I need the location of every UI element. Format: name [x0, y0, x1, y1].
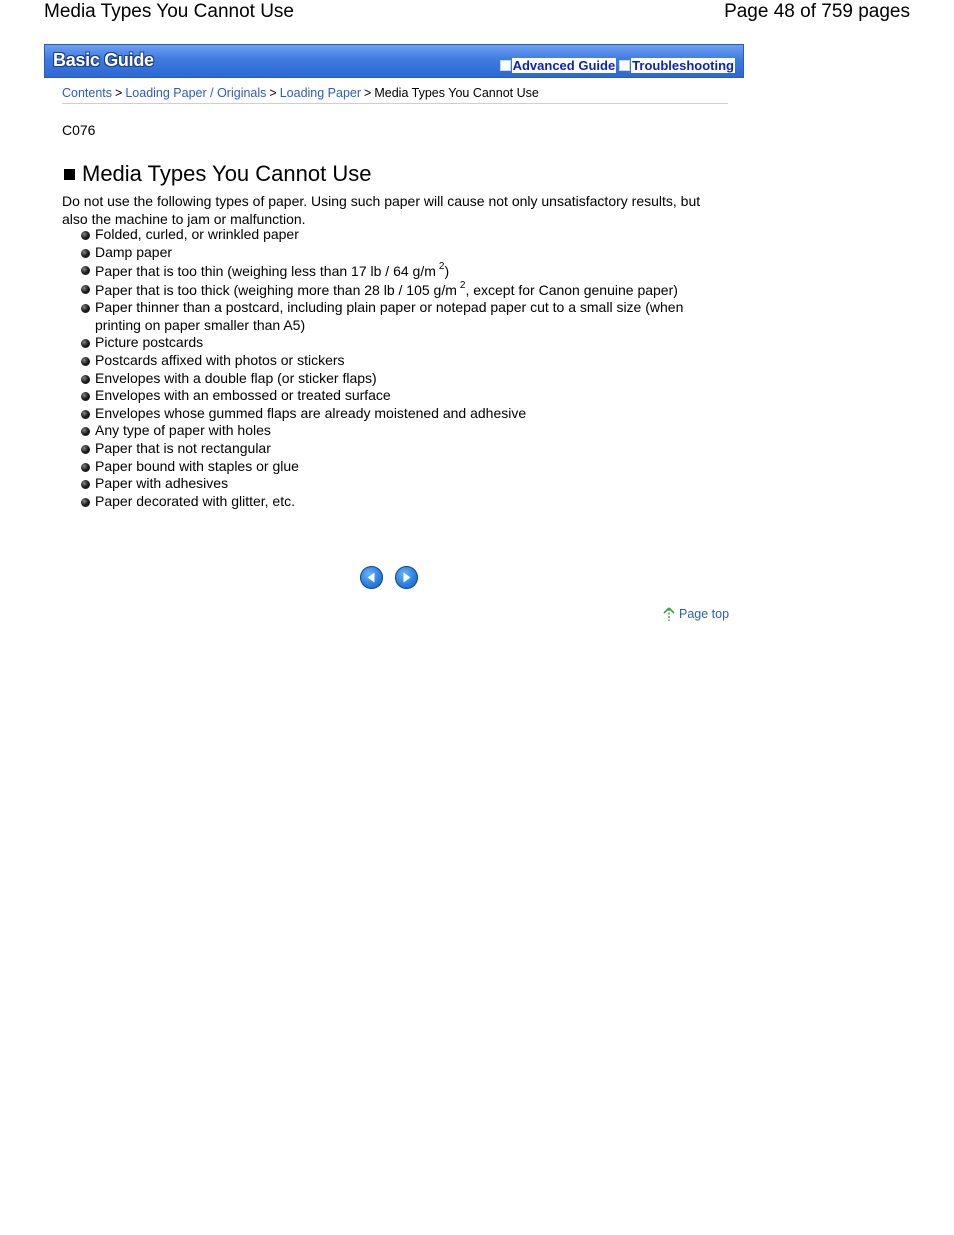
list-item [80, 458, 730, 476]
list-item-text-after: , except for Canon genuine paper) [465, 282, 678, 299]
page-top-link[interactable] [662, 606, 729, 622]
round-bullet-icon [81, 427, 90, 436]
guide-banner [44, 44, 744, 78]
list-item-text: Envelopes with a double flap (or sticker flaps) [95, 369, 377, 386]
round-bullet-icon [81, 266, 90, 275]
advanced-guide-link[interactable]: Advanced Guide [500, 58, 617, 73]
list-item [80, 244, 730, 262]
round-bullet-icon [81, 249, 90, 258]
round-bullet-icon [81, 285, 90, 294]
list-item [80, 370, 730, 388]
list-item-text: Any type of paper with holes [95, 422, 271, 439]
page-navigation [360, 566, 418, 589]
breadcrumb-loading-paper-originals-link[interactable]: Loading Paper / Originals [125, 86, 267, 100]
list-item [80, 422, 730, 440]
round-bullet-icon [81, 304, 90, 313]
list-item-text: Envelopes with an embossed or treated surface [95, 387, 391, 404]
page-counter: Page 48 of 759 pages [724, 1, 910, 22]
list-item [80, 387, 730, 405]
list-item-text-after: ) [444, 263, 450, 280]
breadcrumb [62, 85, 728, 104]
troubleshooting-link[interactable]: Troubleshooting [619, 58, 735, 73]
list-item-text: Postcards affixed with photos or stickers [95, 351, 345, 368]
list-item-text: Paper with adhesives [95, 475, 229, 492]
breadcrumb-separator: > [364, 86, 372, 100]
list-item [80, 261, 730, 280]
list-item [80, 280, 730, 299]
round-bullet-icon [81, 498, 90, 507]
print-title: Media Types You Cannot Use [44, 1, 294, 22]
round-bullet-icon [81, 463, 90, 472]
list-item [80, 299, 730, 334]
breadcrumb-loading-paper-link[interactable]: Loading Paper [279, 86, 362, 100]
round-bullet-icon [81, 392, 90, 401]
media-list [80, 226, 730, 510]
square-bullet-icon [64, 169, 75, 180]
page-top-label: Page top [679, 607, 730, 621]
list-item [80, 493, 730, 511]
round-bullet-icon [81, 231, 90, 240]
list-item-text: Envelopes whose gummed flaps are already moistened and adhesive [95, 404, 527, 421]
list-item [80, 226, 730, 244]
list-item-superscript: 2 [459, 280, 466, 292]
round-bullet-icon [81, 445, 90, 454]
page-heading-text: Media Types You Cannot Use [82, 161, 372, 186]
list-item [80, 334, 730, 352]
list-item-text: Paper decorated with glitter, etc. [95, 492, 295, 509]
list-item [80, 475, 730, 493]
breadcrumb-separator: > [269, 86, 277, 100]
basic-guide-logo: Basic Guide [53, 50, 154, 70]
list-item [80, 352, 730, 370]
round-bullet-icon [81, 410, 90, 419]
round-bullet-icon [81, 357, 90, 366]
previous-page-button[interactable] [360, 566, 383, 589]
list-item-text: Picture postcards [95, 334, 204, 351]
breadcrumb-contents-link[interactable]: Contents [62, 86, 113, 100]
troubleshooting-icon [619, 60, 630, 71]
list-item-superscript: 2 [438, 261, 445, 273]
arrow-right-icon [400, 571, 413, 584]
intro-paragraph: Do not use the following types of paper. Using such paper will cause not only unsatisfactory results, but also the machine to jam or malfunction. [62, 193, 701, 227]
round-bullet-icon [81, 339, 90, 348]
banner-links [500, 58, 735, 73]
list-item-text: Paper that is too thick (weighing more than 28 lb / 105 g/m [95, 282, 457, 299]
next-page-button[interactable] [395, 566, 418, 589]
list-item-text: Damp paper [95, 243, 173, 260]
page-code: C076 [62, 122, 96, 138]
list-item [80, 440, 730, 458]
page-heading [64, 161, 371, 187]
list-item-text: Folded, curled, or wrinkled paper [95, 226, 299, 242]
arrow-up-icon [662, 606, 676, 622]
print-header [0, 0, 954, 30]
breadcrumb-separator: > [115, 86, 123, 100]
list-item-text: Paper thinner than a postcard, including plain paper or notepad paper cut to a small size (when printing on paper smaller than A5) [95, 299, 684, 333]
round-bullet-icon [81, 375, 90, 384]
breadcrumb-current: Media Types You Cannot Use [374, 86, 539, 100]
list-item-text: Paper bound with staples or glue [95, 457, 299, 474]
arrow-left-icon [365, 571, 378, 584]
advanced-guide-icon [500, 60, 511, 71]
list-item [80, 405, 730, 423]
round-bullet-icon [81, 480, 90, 489]
list-item-text: Paper that is not rectangular [95, 439, 271, 456]
list-item-text: Paper that is too thin (weighing less than 17 lb / 64 g/m [95, 263, 436, 280]
